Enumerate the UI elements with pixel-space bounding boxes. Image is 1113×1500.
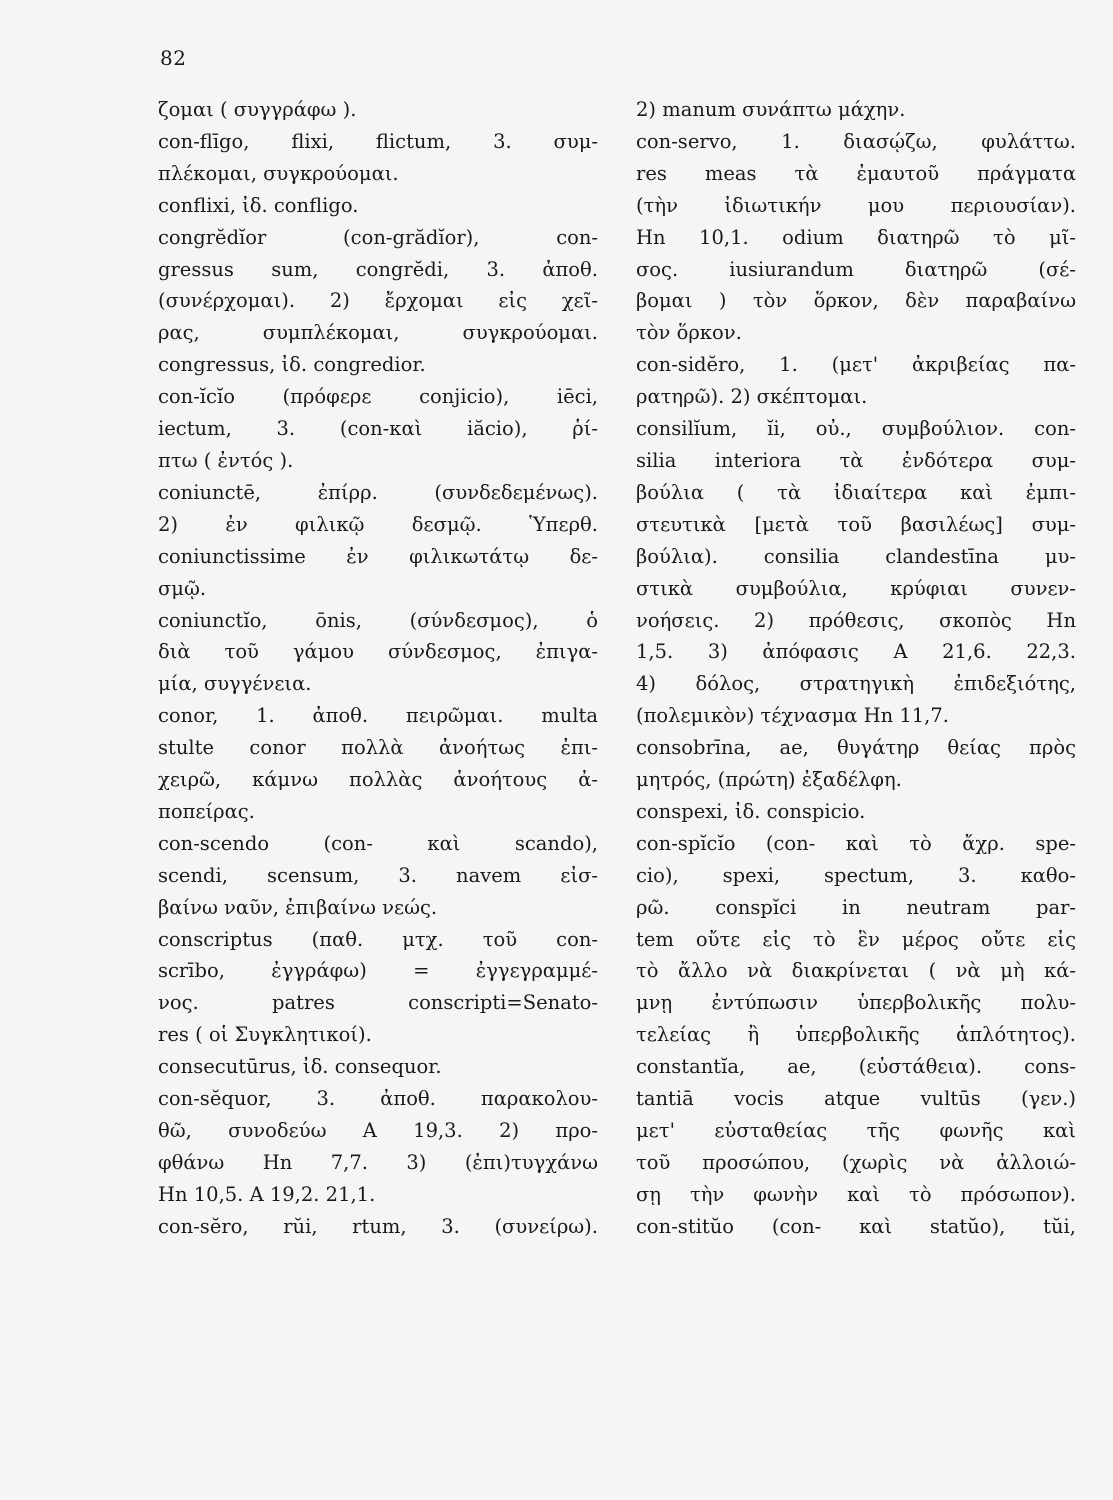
text-line: coniunctĭo, ōnis, (σύνδεσμος), ὁ [158,608,598,632]
text-line: 2) ἐν φιλικῷ δεσμῷ. Ὑπερθ. [158,512,598,536]
text-line: 4) δόλος, στρατηγικὴ ἐπιδεξιότης, [636,672,1076,696]
text-line: ρατηρῶ). 2) σκέπτομαι. [636,385,868,409]
text-line: res ( οἱ Συγκλητικοί). [158,1023,372,1047]
text-line: σος. iusiurandum διατηρῶ (σέ- [636,257,1076,281]
text-line: conor, 1. ἀποθ. πειρῶμαι. multa [158,704,598,728]
text-line: νος. patres conscripti=Senato- [158,991,598,1015]
text-line: ρας, συμπλέκομαι, συγκρούομαι. [158,321,598,345]
text-line: τελείας ἢ ὑπερβολικῆς ἁπλότητος). [636,1023,1076,1047]
right-column [636,94,1076,1243]
text-line: res meas τὰ ἐμαυτοῦ πράγματα [636,161,1076,185]
text-line: διὰ τοῦ γάμου σύνδεσμος, ἐπιγα- [158,640,598,664]
text-line: stulte conor πολλὰ ἀνοήτως ἐπι- [158,736,598,760]
text-line: con-servo, 1. διασῴζω, φυλάττω. [636,129,1076,153]
text-line: conscriptus (παθ. μτχ. τοῦ con- [158,927,598,951]
text-line: τὸ ἄλλο νὰ διακρίνεται ( νὰ μὴ κά- [636,959,1076,983]
text-line: πτω ( ἐντός ). [158,448,294,472]
text-line: scrībo, ἐγγράφω) = ἐγγεγραμμέ- [158,959,598,983]
text-line: silia interiora τὰ ἐνδότερα συμ- [636,448,1076,472]
text-line: βαίνω ναῦν, ἐπιβαίνω νεώς. [158,895,438,919]
text-line: βούλια ( τὰ ἰδιαίτερα καὶ ἐμπι- [636,480,1076,504]
text-line: μνῃ ἐντύπωσιν ὑπερβολικῆς πολυ- [636,991,1076,1015]
text-line: conflixi, ἰδ. confligo. [158,193,359,217]
text-line: iectum, 3. (con-καὶ iăcio), ῥί- [158,417,598,441]
text-line: consilĭum, ĭi, οὐ., συμβούλιον. con- [636,417,1076,441]
text-line: consecutūrus, ἰδ. consequor. [158,1055,442,1079]
text-line: constantĭa, ae, (εὐστάθεια). cons- [636,1055,1076,1079]
text-line: νοήσεις. 2) πρόθεσις, σκοπὸς Hn [636,608,1076,632]
text-line: congressus, ἰδ. congredior. [158,353,426,377]
text-line: τὸν ὅρκον. [636,321,742,345]
text-line: βομαι ) τὸν ὅρκον, δὲν παραβαίνω [636,289,1076,313]
text-line: φθάνω Hn 7,7. 3) (ἐπι)τυγχάνω [158,1150,598,1174]
text-line: con-sĕquor, 3. ἀποθ. παρακολου- [158,1087,598,1111]
text-line: con-sĕro, rŭi, rtum, 3. (συνείρω). [158,1214,598,1238]
text-line: con-spĭcĭo (con- καὶ τὸ ἄχρ. spe- [636,831,1076,855]
text-line: cio), spexi, spectum, 3. καθο- [636,863,1076,887]
text-line: consobrīna, ae, θυγάτηρ θείας πρὸς [636,736,1076,760]
text-line: tantiā vocis atque vultūs (γεν.) [636,1087,1076,1111]
text-line: 2) manum συνάπτω μάχην. [636,98,906,121]
text-line: ζομαι ( συγγράφω ). [158,98,357,121]
text-line: con-scendo (con- καὶ scando), [158,831,598,855]
page-number: 82 [160,46,187,70]
text-line: Hn 10,1. odium διατηρῶ τὸ μῖ- [636,225,1076,249]
text-line: μητρός, (πρώτη) ἐξαδέλφη. [636,768,902,792]
text-line: μία, συγγένεια. [158,672,312,696]
text-line: congrĕdĭor (con-grădĭor), con- [158,225,598,249]
text-line: χειρῶ, κάμνω πολλὰς ἀνοήτους ἀ- [158,768,598,792]
text-line: scendi, scensum, 3. navem εἰσ- [158,863,598,887]
text-line: coniunctē, ἐπίρρ. (συνδεδεμένως). [158,480,598,504]
text-line: con-ĭcĭo (πρόφερε conjicio), iēci, [158,385,598,409]
text-line: con-stitŭo (con- καὶ statŭo), tŭi, [636,1214,1076,1238]
text-line: gressus sum, congrĕdi, 3. ἀποθ. [158,257,598,281]
text-line: σῃ τὴν φωνὴν καὶ τὸ πρόσωπον). [636,1182,1076,1206]
text-line: Hn 10,5. A 19,2. 21,1. [158,1182,376,1206]
text-line: πλέκομαι, συγκρούομαι. [158,161,399,185]
text-line: θῶ, συνοδεύω A 19,3. 2) προ- [158,1119,598,1142]
text-line: coniunctissime ἐν φιλικωτάτῳ δε- [158,544,598,568]
text-line: con-sidĕro, 1. (μετ' ἀκριβείας πα- [636,353,1076,377]
left-column [158,94,598,1243]
text-line: σμῷ. [158,576,207,600]
text-line: βούλια). consilia clandestīna μυ- [636,544,1076,568]
text-line: con-flīgo, flixi, flictum, 3. συμ- [158,129,598,153]
text-line: τοῦ προσώπου, (χωρὶς νὰ ἀλλοιώ- [636,1150,1076,1174]
text-line: στευτικὰ [μετὰ τοῦ βασιλέως] συμ- [636,512,1076,536]
text-line: (συνέρχομαι). 2) ἔρχομαι εἰς χεῖ- [158,289,598,313]
text-line: στικὰ συμβούλια, κρύφιαι συνεν- [636,576,1076,600]
text-line: conspexi, ἰδ. conspicio. [636,799,866,823]
text-line: (πολεμικὸν) τέχνασμα Hn 11,7. [636,704,949,728]
text-line: tem οὔτε εἰς τὸ ἓν μέρος οὔτε εἰς [636,927,1076,951]
text-line: ρῶ. conspĭci in neutram par- [636,895,1076,919]
text-line: μετ' εὐσταθείας τῆς φωνῆς καὶ [636,1119,1076,1142]
text-line: 1,5. 3) ἀπόφασις A 21,6. 22,3. [636,640,1076,664]
text-line: (τὴν ἰδιωτικήν μου περιουσίαν). [636,193,1076,217]
text-line: ποπείρας. [158,799,255,823]
